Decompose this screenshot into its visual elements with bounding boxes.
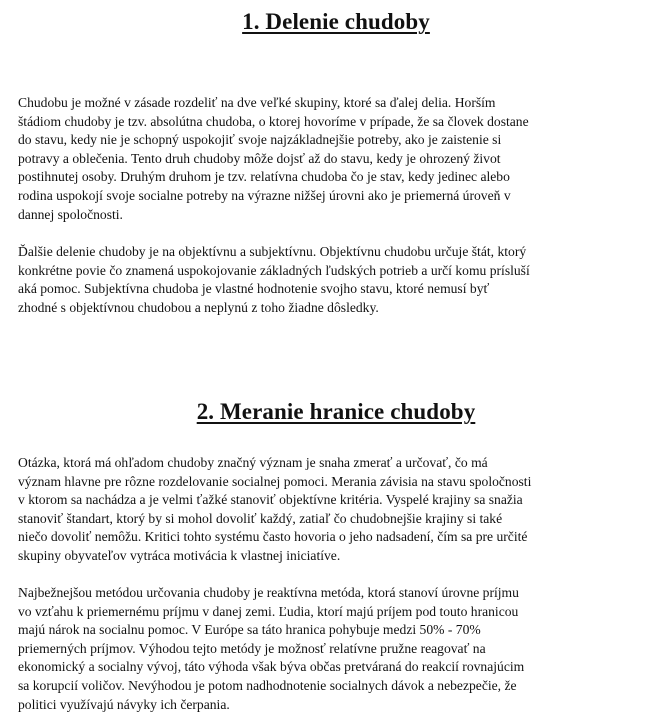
section-2-title: 2. Meranie hranice chudoby [196,399,476,424]
section-2-paragraph-2: Najbežnejšou metódou určovania chudoby je reaktívna metóda, ktorá stanoví úrovne príjmu vo vzťahu k priemernému príjmu v danej zemi. Ľudia, ktorí majú príjem pod touto hranicou majú nárok na socialnu pomoc. V Európe sa táto hranica pohybuje medzi 50% - 70% priemerných príjmov. Výhodou tejto metódy je možnosť relatívne pružne reagovať na ekonomický a socialny vývoj, táto výhoda však býva občas pretváraná do reakcií rovnajúcim sa korupcií voličov. Nevýhodou je potom nadhodnotenie socialnych dávok a nebezpečie, že politici využívajú návyky ich čerpania. [18,585,525,712]
section-1-title: 1. Delenie chudoby [242,9,430,34]
section-2-paragraph-1: Otázka, ktorá má ohľadom chudoby značný význam je snaha zmerať a určovať, čo má význam hlavne pre rôzne rozdelovanie socialnej pomoci. Merania závisia na stavu spoločnosti v ktorom sa nachádza a je velmi ťažké stanoviť objektívne kritéria. Vyspelé krajiny sa snažia stanoviť štandart, ktorý by si mohol dovoliť každý, zatiaľ čo chudobnejšie krajiny si také niečo dovoliť nemôžu. Kritici tohto systému často hovoria o jeho nadsadení, čím sa pre určité skupiny obyvateľov vytráca motivácia k vlastnej iniciatíve. [18,455,532,563]
section-1-paragraph-1: Chudobu je možné v zásade rozdeliť na dve veľké skupiny, ktoré sa ďalej delia. Horším štádiom chudoby je tzv. absolútna chudoba, o ktorej hovoríme v prípade, že sa človek dostane do stavu, kedy nie je schopný uspokojiť svoje najzákladnejšie potreby, ako je zaistenie si potravy a oblečenia. Tento druh chudoby môže dojsť až do stavu, kedy je ohrozený život postihnutej osoby. Druhým druhom je tzv. relatívna chudoba čo je stav, kedy jedinec alebo rodina uspokojí svoje socialne potreby na výrazne nižšej úrovni ako je priemerná úroveň v dannej spoločnosti. [18,95,529,222]
section-1-paragraph-2: Ďalšie delenie chudoby je na objektívnu a subjektívnu. Objektívnu chudobu určuje štát, ktorý konkrétne povie čo znamená uspokojovanie základných ľudských potrieb a určí komu prísluší aká pomoc. Subjektívna chudoba je vlastné hodnotenie svojho stavu, ktoré nemusí byť zhodné s objektívnou chudobou a neplynú z toho žiadne dôsledky. [18,244,530,315]
